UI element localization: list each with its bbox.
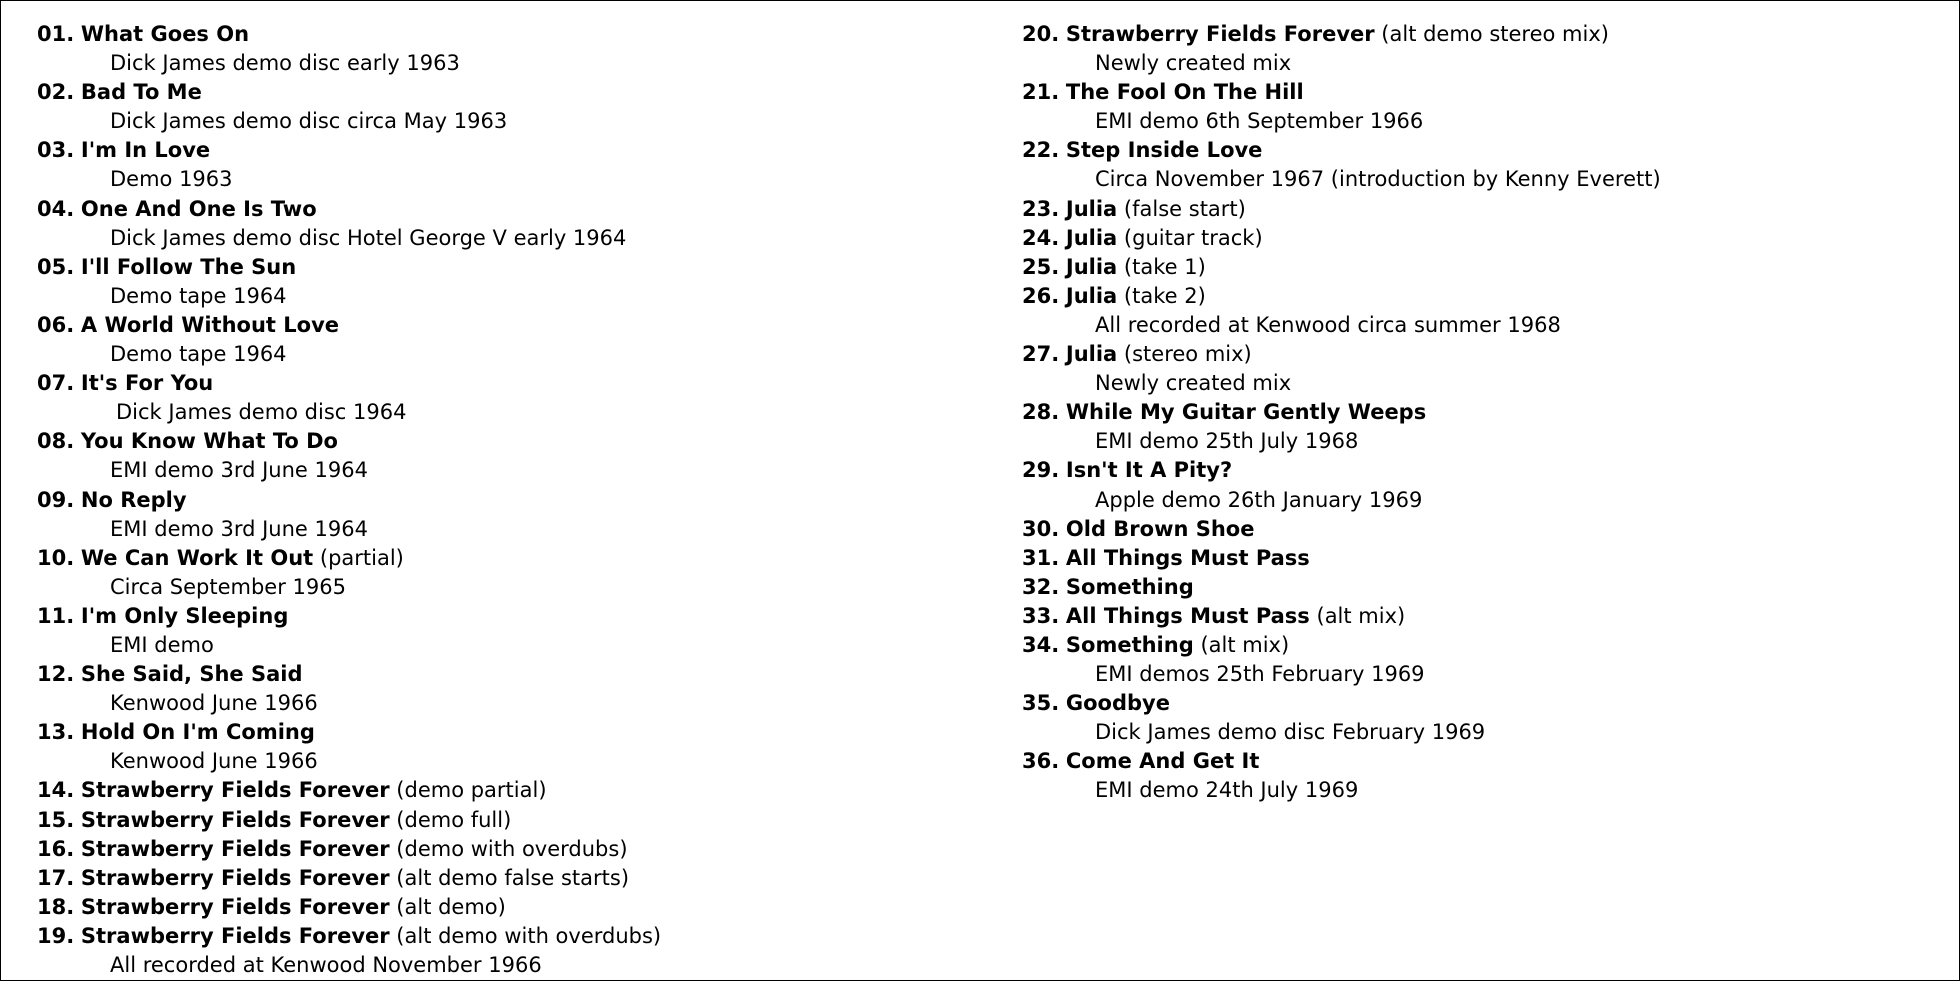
track-number: 32. <box>1022 574 1060 599</box>
track-title: Julia <box>1065 196 1118 221</box>
track-title: Step Inside Love <box>1065 138 1263 163</box>
recording-info: EMI demo 6th September 1966 <box>1095 109 1424 134</box>
track-entry <box>37 864 661 893</box>
track-number: 27. <box>1022 342 1060 367</box>
recording-info: Demo 1963 <box>110 167 233 192</box>
track-number: 08. <box>37 429 75 454</box>
track-title: Old Brown Shoe <box>1065 516 1255 541</box>
track-title: Strawberry Fields Forever <box>80 836 390 861</box>
track-title: Strawberry Fields Forever <box>80 923 390 948</box>
track-note: (stereo mix) <box>1123 342 1252 367</box>
track-note: (alt demo stereo mix) <box>1381 22 1609 46</box>
track-title: Strawberry Fields Forever <box>80 865 390 890</box>
track-entry <box>37 602 661 631</box>
track-note: (alt mix) <box>1316 603 1406 628</box>
track-title: One And One Is Two <box>80 196 317 221</box>
track-number: 26. <box>1022 283 1060 308</box>
track-entry <box>1022 456 1661 485</box>
track-title: Something <box>1065 632 1194 657</box>
recording-info: EMI demo <box>110 632 214 657</box>
track-entry <box>37 806 661 835</box>
track-number: 01. <box>37 22 75 46</box>
track-entry <box>37 253 661 282</box>
track-entry <box>1022 689 1661 718</box>
recording-info: EMI demo 24th July 1969 <box>1095 778 1359 803</box>
track-number: 14. <box>37 778 75 803</box>
track-title: Come And Get It <box>1065 749 1260 774</box>
track-number: 21. <box>1022 80 1060 105</box>
track-number: 28. <box>1022 400 1060 425</box>
track-number: 29. <box>1022 458 1060 483</box>
track-number: 20. <box>1022 22 1060 46</box>
track-number: 33. <box>1022 603 1060 628</box>
track-entry <box>1022 78 1661 107</box>
recording-info: Dick James demo disc early 1963 <box>110 51 460 76</box>
track-entry <box>1022 631 1661 660</box>
recording-info: Kenwood June 1966 <box>110 749 318 774</box>
track-number: 05. <box>37 254 75 279</box>
track-number: 11. <box>37 603 75 628</box>
track-number: 06. <box>37 312 75 337</box>
track-entry <box>1022 573 1661 602</box>
recording-info: EMI demos 25th February 1969 <box>1095 662 1425 687</box>
track-number: 35. <box>1022 691 1060 716</box>
track-note: (demo full) <box>396 807 512 832</box>
track-title: Julia <box>1065 225 1118 250</box>
recording-info: Dick James demo disc Hotel George V early 1964 <box>110 225 627 250</box>
track-entry <box>37 20 661 49</box>
track-entry <box>37 427 661 456</box>
track-title: While My Guitar Gently Weeps <box>1065 400 1427 425</box>
track-number: 04. <box>37 196 75 221</box>
recording-info: Kenwood June 1966 <box>110 691 318 716</box>
track-number: 07. <box>37 371 75 396</box>
track-number: 15. <box>37 807 75 832</box>
track-title: Julia <box>1065 283 1118 308</box>
track-entry <box>1022 282 1661 311</box>
track-number: 19. <box>37 923 75 948</box>
track-number: 03. <box>37 138 75 163</box>
recording-info: Newly created mix <box>1095 371 1292 396</box>
track-title: It's For You <box>80 371 214 396</box>
track-title: We Can Work It Out <box>80 545 314 570</box>
track-title: Strawberry Fields Forever <box>1065 22 1375 46</box>
track-title: All Things Must Pass <box>1065 603 1310 628</box>
track-number: 09. <box>37 487 75 512</box>
recording-info: EMI demo 3rd June 1964 <box>110 516 368 541</box>
track-entry <box>37 78 661 107</box>
track-title: She Said, She Said <box>80 662 303 687</box>
recording-info: Dick James demo disc circa May 1963 <box>110 109 508 134</box>
recording-info: Circa November 1967 (introduction by Kenny Everett) <box>1095 167 1661 192</box>
track-entry <box>37 922 661 951</box>
tracklist-right-column <box>1022 20 1661 806</box>
track-title: Strawberry Fields Forever <box>80 894 390 919</box>
track-number: 23. <box>1022 196 1060 221</box>
track-entry <box>37 136 661 165</box>
track-entry <box>37 311 661 340</box>
track-title: No Reply <box>80 487 187 512</box>
track-entry <box>37 835 661 864</box>
track-note: (take 2) <box>1123 283 1206 308</box>
recording-info: Demo tape 1964 <box>110 283 287 308</box>
track-note: (alt demo) <box>396 894 506 919</box>
track-number: 36. <box>1022 749 1060 774</box>
recording-info: All recorded at Kenwood November 1966 <box>110 953 542 977</box>
track-title: You Know What To Do <box>80 429 338 454</box>
track-entry <box>37 660 661 689</box>
recording-info: Newly created mix <box>1095 51 1292 76</box>
track-entry <box>37 776 661 805</box>
track-title: Isn't It A Pity? <box>1065 458 1233 483</box>
track-number: 02. <box>37 80 75 105</box>
track-note: (alt mix) <box>1200 632 1290 657</box>
track-title: Something <box>1065 574 1194 599</box>
track-entry <box>37 544 661 573</box>
track-entry <box>1022 224 1661 253</box>
track-entry <box>1022 515 1661 544</box>
track-entry <box>1022 136 1661 165</box>
track-note: (demo with overdubs) <box>396 836 628 861</box>
track-entry <box>37 893 661 922</box>
track-entry <box>37 195 661 224</box>
track-number: 34. <box>1022 632 1060 657</box>
recording-info: Apple demo 26th January 1969 <box>1095 487 1423 512</box>
track-entry <box>1022 747 1661 776</box>
track-entry <box>37 369 661 398</box>
recording-info: Circa September 1965 <box>110 574 346 599</box>
track-note: (alt demo with overdubs) <box>396 923 662 948</box>
track-number: 25. <box>1022 254 1060 279</box>
track-number: 30. <box>1022 516 1060 541</box>
track-number: 18. <box>37 894 75 919</box>
track-title: I'll Follow The Sun <box>80 254 297 279</box>
track-entry <box>1022 398 1661 427</box>
tracklist-left-column <box>37 20 661 980</box>
track-title: Julia <box>1065 254 1118 279</box>
recording-info: Demo tape 1964 <box>110 342 287 367</box>
track-title: I'm Only Sleeping <box>80 603 289 628</box>
track-note: (demo partial) <box>396 778 547 803</box>
track-title: I'm In Love <box>80 138 211 163</box>
track-title: Strawberry Fields Forever <box>80 778 390 803</box>
recording-info: EMI demo 3rd June 1964 <box>110 458 368 483</box>
track-title: Goodbye <box>1065 691 1170 716</box>
track-number: 22. <box>1022 138 1060 163</box>
track-number: 12. <box>37 662 75 687</box>
track-number: 10. <box>37 545 75 570</box>
track-entry <box>1022 340 1661 369</box>
track-note: (take 1) <box>1123 254 1206 279</box>
track-number: 13. <box>37 720 75 745</box>
track-entry <box>37 718 661 747</box>
track-entry <box>1022 253 1661 282</box>
track-title: All Things Must Pass <box>1065 545 1310 570</box>
track-entry <box>1022 195 1661 224</box>
track-number: 17. <box>37 865 75 890</box>
track-entry <box>1022 20 1661 49</box>
track-title: Hold On I'm Coming <box>80 720 315 745</box>
track-title: What Goes On <box>80 22 250 46</box>
recording-info: EMI demo 25th July 1968 <box>1095 429 1359 454</box>
track-note: (false start) <box>1123 196 1246 221</box>
track-note: (alt demo false starts) <box>396 865 630 890</box>
track-entry <box>1022 602 1661 631</box>
track-entry <box>37 486 661 515</box>
track-title: Julia <box>1065 342 1118 367</box>
track-note: (partial) <box>319 545 404 570</box>
track-note: (guitar track) <box>1123 225 1263 250</box>
recording-info: Dick James demo disc February 1969 <box>1095 720 1486 745</box>
track-number: 16. <box>37 836 75 861</box>
track-entry <box>1022 544 1661 573</box>
recording-info: All recorded at Kenwood circa summer 1968 <box>1095 312 1561 337</box>
track-title: Bad To Me <box>80 80 202 105</box>
track-number: 24. <box>1022 225 1060 250</box>
track-title: The Fool On The Hill <box>1065 80 1304 105</box>
track-number: 31. <box>1022 545 1060 570</box>
track-title: A World Without Love <box>80 312 340 337</box>
track-title: Strawberry Fields Forever <box>80 807 390 832</box>
recording-info: Dick James demo disc 1964 <box>116 400 407 425</box>
